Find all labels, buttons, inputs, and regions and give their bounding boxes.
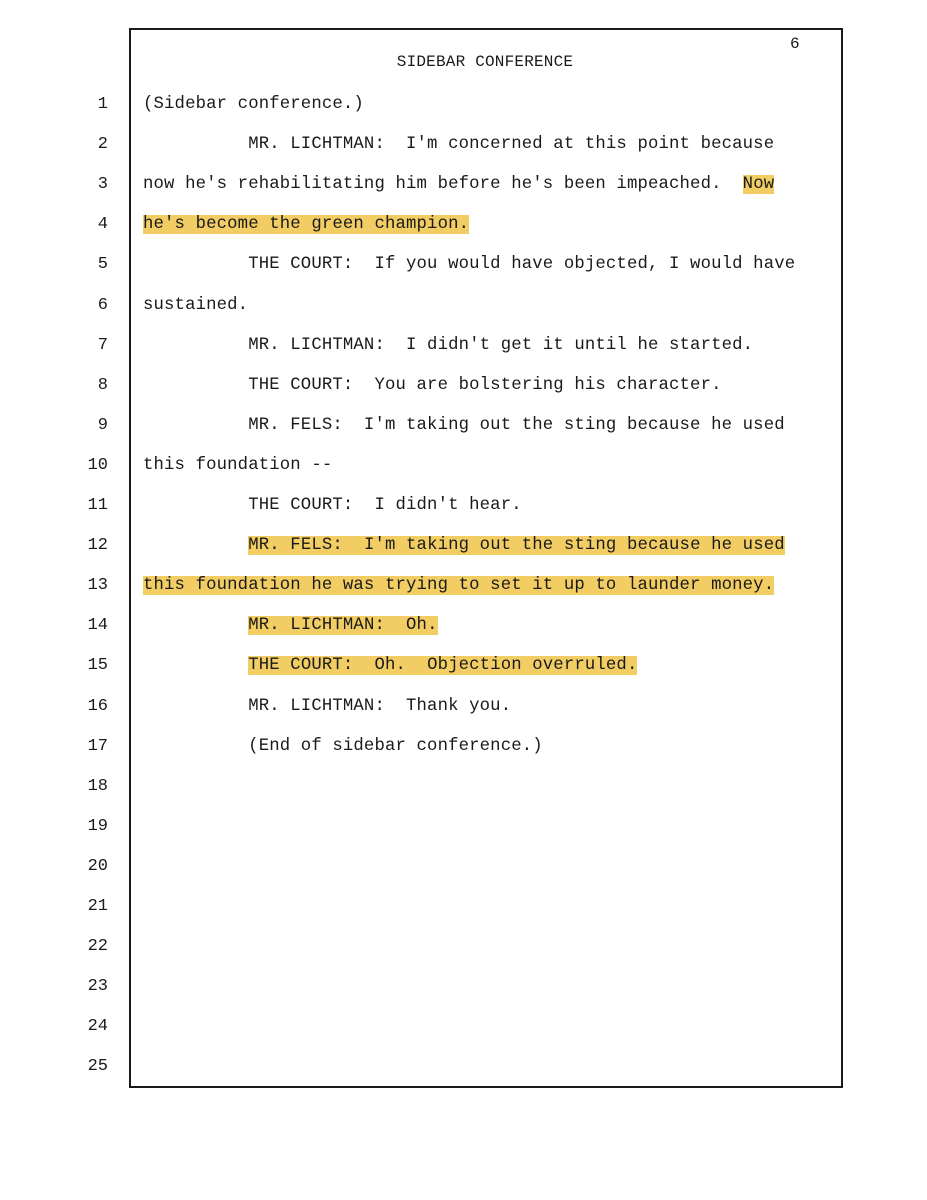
line-number: 11	[87, 496, 108, 515]
line-text: THE COURT: If you would have objected, I would have	[143, 255, 796, 275]
line-number: 3	[97, 175, 108, 195]
line-text: (End of sidebar conference.)	[143, 736, 543, 756]
section-heading: SIDEBAR CONFERENCE	[396, 53, 574, 71]
page-number: 6	[790, 35, 800, 53]
line-number: 6	[97, 295, 108, 315]
line-number: 1	[97, 95, 108, 114]
transcript-line	[143, 174, 774, 196]
line-number: 10	[87, 455, 108, 475]
line-text	[143, 656, 248, 675]
highlighted-text: MR. FELS: I'm taking out the sting because he used	[248, 536, 785, 556]
highlighted-text: THE COURT: Oh. Objection overruled.	[248, 656, 638, 676]
highlighted-text: he's become the green champion.	[143, 215, 470, 235]
line-text: sustained.	[143, 295, 249, 315]
line-text: this foundation --	[143, 455, 333, 475]
line-text: now he's rehabilitating him before he's been impeached.	[143, 175, 743, 195]
line-text: THE COURT: You are bolstering his character.	[143, 375, 722, 395]
highlighted-text: Now	[742, 175, 775, 195]
line-number: 8	[97, 375, 108, 395]
transcript-line	[143, 495, 522, 517]
line-text: MR. LICHTMAN: Thank you.	[143, 696, 512, 716]
line-text: THE COURT: I didn't hear.	[143, 496, 522, 515]
line-number: 24	[87, 1017, 108, 1037]
line-number: 4	[97, 215, 108, 235]
line-text: MR. LICHTMAN: I'm concerned at this point because	[143, 135, 775, 155]
transcript-line	[143, 535, 785, 557]
line-number: 9	[97, 415, 108, 435]
line-number: 22	[87, 937, 108, 957]
line-number: 23	[87, 977, 108, 997]
line-number: 18	[87, 776, 108, 796]
transcript-line	[143, 295, 248, 317]
line-number: 25	[87, 1057, 108, 1077]
line-number: 5	[97, 255, 108, 275]
line-number: 19	[87, 816, 108, 836]
line-text: (Sidebar conference.)	[143, 95, 364, 114]
line-number: 15	[87, 656, 108, 676]
highlighted-text: this foundation he was trying to set it up to launder money.	[143, 576, 775, 596]
line-text	[143, 616, 248, 635]
transcript-line	[143, 375, 722, 397]
line-text: MR. LICHTMAN: I didn't get it until he started.	[143, 335, 754, 355]
transcript-line	[143, 655, 637, 677]
transcript-line	[143, 335, 753, 357]
line-number: 20	[87, 856, 108, 876]
transcript-line	[143, 214, 469, 236]
transcript-line	[143, 415, 785, 437]
transcript-line	[143, 615, 438, 637]
highlighted-text: MR. LICHTMAN: Oh.	[248, 616, 438, 636]
line-number: 17	[87, 736, 108, 756]
line-number: 16	[87, 696, 108, 716]
transcript-line	[143, 254, 795, 276]
transcript-line	[143, 94, 364, 116]
transcript-line	[143, 134, 774, 156]
transcript-line	[143, 455, 332, 477]
transcript-line	[143, 696, 511, 718]
line-number: 2	[97, 135, 108, 155]
line-text: MR. FELS: I'm taking out the sting because he used	[143, 415, 785, 435]
transcript-line	[143, 575, 774, 597]
line-text	[143, 536, 248, 555]
line-number: 14	[87, 616, 108, 636]
line-number: 7	[97, 335, 108, 355]
line-number: 21	[87, 897, 108, 916]
line-number: 12	[87, 536, 108, 556]
line-number: 13	[87, 576, 108, 596]
transcript-line	[143, 736, 543, 758]
